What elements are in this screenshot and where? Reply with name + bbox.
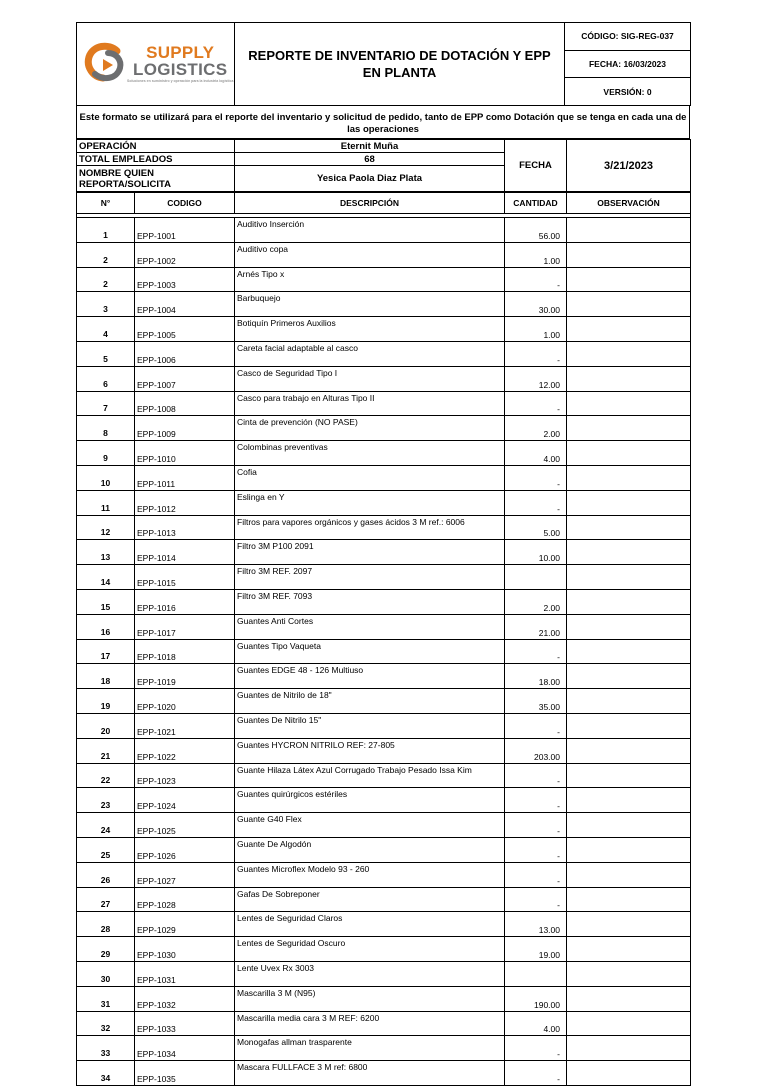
table-row — [77, 961, 691, 986]
row-quantity: 1.00 — [505, 242, 567, 267]
report-header — [76, 22, 691, 106]
row-number: 29 — [77, 937, 135, 962]
row-observation[interactable] — [567, 664, 691, 689]
row-code: EPP-1028 — [135, 887, 235, 912]
row-description: Casco de Seguridad Tipo I — [235, 366, 505, 391]
row-quantity — [505, 565, 567, 590]
row-code: EPP-1001 — [135, 218, 235, 243]
table-row — [77, 565, 691, 590]
row-observation[interactable] — [567, 540, 691, 565]
row-number: 22 — [77, 763, 135, 788]
row-code: EPP-1022 — [135, 738, 235, 763]
table-body — [77, 218, 691, 1086]
row-observation[interactable] — [567, 242, 691, 267]
document-date: FECHA: 16/03/2023 — [565, 50, 691, 78]
row-observation[interactable] — [567, 1011, 691, 1036]
row-description: Gafas De Sobreponer — [235, 887, 505, 912]
row-number: 3 — [77, 292, 135, 317]
row-quantity: 12.00 — [505, 366, 567, 391]
row-code: EPP-1016 — [135, 589, 235, 614]
row-observation[interactable] — [567, 416, 691, 441]
row-code: EPP-1014 — [135, 540, 235, 565]
fecha-value: 3/21/2023 — [567, 140, 691, 192]
logo-cell — [77, 23, 235, 106]
table-row — [77, 689, 691, 714]
row-quantity: 2.00 — [505, 589, 567, 614]
row-quantity: - — [505, 862, 567, 887]
row-observation[interactable] — [567, 341, 691, 366]
row-observation[interactable] — [567, 1061, 691, 1086]
row-number: 27 — [77, 887, 135, 912]
row-code: EPP-1026 — [135, 837, 235, 862]
row-quantity: 56.00 — [505, 218, 567, 243]
table-row — [77, 515, 691, 540]
row-number: 26 — [77, 862, 135, 887]
row-code: EPP-1012 — [135, 490, 235, 515]
row-code: EPP-1005 — [135, 317, 235, 342]
table-row — [77, 887, 691, 912]
row-number: 10 — [77, 465, 135, 490]
row-quantity: - — [505, 837, 567, 862]
row-description: Casco para trabajo en Alturas Tipo II — [235, 391, 505, 416]
row-code: EPP-1031 — [135, 961, 235, 986]
row-observation[interactable] — [567, 912, 691, 937]
operacion-value: Eternit Muña — [235, 140, 505, 153]
row-code: EPP-1021 — [135, 713, 235, 738]
row-quantity: 35.00 — [505, 689, 567, 714]
row-description: Guantes Anti Cortes — [235, 614, 505, 639]
row-quantity: 190.00 — [505, 986, 567, 1011]
logo-text-logistics: LOGISTICS — [133, 60, 228, 80]
col-header-codigo: CODIGO — [135, 193, 235, 214]
row-description: Guantes quirúrgicos estériles — [235, 788, 505, 813]
row-number: 14 — [77, 565, 135, 590]
row-quantity: 10.00 — [505, 540, 567, 565]
row-quantity: 2.00 — [505, 416, 567, 441]
table-row — [77, 341, 691, 366]
row-number: 34 — [77, 1061, 135, 1086]
row-quantity: - — [505, 639, 567, 664]
row-number: 24 — [77, 813, 135, 838]
row-observation[interactable] — [567, 391, 691, 416]
row-observation[interactable] — [567, 267, 691, 292]
row-observation[interactable] — [567, 441, 691, 466]
row-observation[interactable] — [567, 565, 691, 590]
table-row — [77, 218, 691, 243]
row-observation[interactable] — [567, 292, 691, 317]
row-number: 6 — [77, 366, 135, 391]
row-number: 4 — [77, 317, 135, 342]
row-description: Lente Uvex Rx 3003 — [235, 961, 505, 986]
logo-tagline: Soluciones en suministro y operación para la industria logística — [127, 79, 234, 84]
row-quantity: 19.00 — [505, 937, 567, 962]
inventory-report-sheet — [76, 22, 690, 1086]
row-number: 25 — [77, 837, 135, 862]
row-number: 11 — [77, 490, 135, 515]
table-row — [77, 416, 691, 441]
row-description: Monogafas allman trasparente — [235, 1036, 505, 1061]
row-description: Filtro 3M P100 2091 — [235, 540, 505, 565]
row-quantity: 30.00 — [505, 292, 567, 317]
row-description: Guantes De Nitrilo 15" — [235, 713, 505, 738]
report-title: REPORTE DE INVENTARIO DE DOTACIÓN Y EPP EN PLANTA — [235, 23, 565, 106]
row-observation[interactable] — [567, 713, 691, 738]
table-row — [77, 788, 691, 813]
row-description: Mascarilla media cara 3 M REF: 6200 — [235, 1011, 505, 1036]
operation-info — [76, 139, 691, 192]
row-description: Guantes EDGE 48 - 126 Multiuso — [235, 664, 505, 689]
row-description: Cinta de prevención (NO PASE) — [235, 416, 505, 441]
company-logo — [77, 41, 234, 87]
row-observation[interactable] — [567, 689, 691, 714]
row-description: Eslinga en Y — [235, 490, 505, 515]
row-number: 15 — [77, 589, 135, 614]
row-observation[interactable] — [567, 490, 691, 515]
row-number: 20 — [77, 713, 135, 738]
row-number: 23 — [77, 788, 135, 813]
row-description: Arnés Tipo x — [235, 267, 505, 292]
table-row — [77, 1036, 691, 1061]
row-code: EPP-1003 — [135, 267, 235, 292]
row-quantity: - — [505, 713, 567, 738]
row-description: Filtros para vapores orgánicos y gases ácidos 3 M ref.: 6006 — [235, 515, 505, 540]
row-quantity: 4.00 — [505, 441, 567, 466]
table-row — [77, 837, 691, 862]
row-quantity: 18.00 — [505, 664, 567, 689]
row-number: 2 — [77, 242, 135, 267]
empleados-label: TOTAL EMPLEADOS — [77, 153, 235, 166]
row-observation[interactable] — [567, 465, 691, 490]
row-number: 17 — [77, 639, 135, 664]
row-number: 8 — [77, 416, 135, 441]
table-header-row — [77, 193, 691, 214]
row-observation[interactable] — [567, 837, 691, 862]
col-header-cantidad: CANTIDAD — [505, 193, 567, 214]
row-number: 2 — [77, 267, 135, 292]
row-description: Cofia — [235, 465, 505, 490]
row-quantity: - — [505, 1036, 567, 1061]
row-description: Mascarilla 3 M (N95) — [235, 986, 505, 1011]
row-code: EPP-1035 — [135, 1061, 235, 1086]
row-code: EPP-1004 — [135, 292, 235, 317]
row-quantity: - — [505, 813, 567, 838]
row-number: 18 — [77, 664, 135, 689]
row-quantity: - — [505, 391, 567, 416]
table-row — [77, 490, 691, 515]
row-code: EPP-1018 — [135, 639, 235, 664]
table-row — [77, 465, 691, 490]
row-code: EPP-1032 — [135, 986, 235, 1011]
row-code: EPP-1019 — [135, 664, 235, 689]
row-description: Auditivo copa — [235, 242, 505, 267]
row-code: EPP-1013 — [135, 515, 235, 540]
table-row — [77, 242, 691, 267]
row-code: EPP-1002 — [135, 242, 235, 267]
table-row — [77, 1011, 691, 1036]
row-description: Mascara FULLFACE 3 M ref: 6800 — [235, 1061, 505, 1086]
row-observation[interactable] — [567, 218, 691, 243]
row-description: Guante De Algodón — [235, 837, 505, 862]
row-quantity: - — [505, 490, 567, 515]
row-number: 13 — [77, 540, 135, 565]
row-number: 7 — [77, 391, 135, 416]
row-observation[interactable] — [567, 937, 691, 962]
row-description: Colombinas preventivas — [235, 441, 505, 466]
table-row — [77, 1061, 691, 1086]
row-code: EPP-1027 — [135, 862, 235, 887]
table-row — [77, 614, 691, 639]
row-observation[interactable] — [567, 317, 691, 342]
table-row — [77, 862, 691, 887]
row-observation[interactable] — [567, 813, 691, 838]
row-description: Barbuquejo — [235, 292, 505, 317]
row-observation[interactable] — [567, 986, 691, 1011]
row-code: EPP-1015 — [135, 565, 235, 590]
row-observation[interactable] — [567, 763, 691, 788]
row-description: Lentes de Seguridad Claros — [235, 912, 505, 937]
row-description: Guantes de Nitrilo de 18" — [235, 689, 505, 714]
nombre-label: NOMBRE QUIEN REPORTA/SOLICITA — [77, 166, 235, 192]
row-code: EPP-1007 — [135, 366, 235, 391]
row-number: 9 — [77, 441, 135, 466]
row-description: Guantes Tipo Vaqueta — [235, 639, 505, 664]
row-number: 30 — [77, 961, 135, 986]
table-row — [77, 317, 691, 342]
table-row — [77, 589, 691, 614]
row-code: EPP-1020 — [135, 689, 235, 714]
row-number: 21 — [77, 738, 135, 763]
inventory-table — [76, 192, 691, 1086]
row-quantity: - — [505, 267, 567, 292]
row-quantity: - — [505, 465, 567, 490]
table-row — [77, 540, 691, 565]
row-number: 12 — [77, 515, 135, 540]
row-observation[interactable] — [567, 639, 691, 664]
logo-swirl-icon — [83, 41, 125, 87]
table-row — [77, 738, 691, 763]
row-number: 28 — [77, 912, 135, 937]
fecha-label: FECHA — [505, 140, 567, 192]
row-number: 33 — [77, 1036, 135, 1061]
row-quantity: 13.00 — [505, 912, 567, 937]
table-row — [77, 763, 691, 788]
logo-text-supply: SUPPLY — [146, 43, 215, 63]
row-code: EPP-1030 — [135, 937, 235, 962]
col-header-num: N° — [77, 193, 135, 214]
row-observation[interactable] — [567, 961, 691, 986]
table-row — [77, 986, 691, 1011]
row-observation[interactable] — [567, 862, 691, 887]
row-quantity: 1.00 — [505, 317, 567, 342]
row-description: Filtro 3M REF. 2097 — [235, 565, 505, 590]
row-code: EPP-1006 — [135, 341, 235, 366]
table-row — [77, 639, 691, 664]
row-number: 31 — [77, 986, 135, 1011]
row-description: Guantes Microflex Modelo 93 - 260 — [235, 862, 505, 887]
row-code: EPP-1024 — [135, 788, 235, 813]
row-quantity: - — [505, 341, 567, 366]
row-code: EPP-1010 — [135, 441, 235, 466]
table-row — [77, 366, 691, 391]
table-row — [77, 267, 691, 292]
row-quantity: - — [505, 788, 567, 813]
row-description: Botiquín Primeros Auxilios — [235, 317, 505, 342]
row-description: Filtro 3M REF. 7093 — [235, 589, 505, 614]
table-row — [77, 292, 691, 317]
row-code: EPP-1023 — [135, 763, 235, 788]
row-description: Guante G40 Flex — [235, 813, 505, 838]
row-description: Lentes de Seguridad Oscuro — [235, 937, 505, 962]
row-quantity — [505, 961, 567, 986]
table-row — [77, 713, 691, 738]
row-quantity: 21.00 — [505, 614, 567, 639]
row-number: 1 — [77, 218, 135, 243]
row-code: EPP-1009 — [135, 416, 235, 441]
operacion-label: OPERACIÓN — [77, 140, 235, 153]
row-observation[interactable] — [567, 788, 691, 813]
row-number: 5 — [77, 341, 135, 366]
row-observation[interactable] — [567, 366, 691, 391]
row-code: EPP-1008 — [135, 391, 235, 416]
row-observation[interactable] — [567, 515, 691, 540]
row-number: 19 — [77, 689, 135, 714]
row-quantity: - — [505, 887, 567, 912]
document-version: VERSIÓN: 0 — [565, 78, 691, 106]
row-number: 32 — [77, 1011, 135, 1036]
row-number: 16 — [77, 614, 135, 639]
row-quantity: - — [505, 1061, 567, 1086]
row-quantity: - — [505, 763, 567, 788]
table-row — [77, 813, 691, 838]
row-quantity: 4.00 — [505, 1011, 567, 1036]
row-description: Guante Hilaza Látex Azul Corrugado Trabajo Pesado Issa Kim — [235, 763, 505, 788]
col-header-observacion: OBSERVACIÓN — [567, 193, 691, 214]
table-row — [77, 664, 691, 689]
row-description: Careta facial adaptable al casco — [235, 341, 505, 366]
row-quantity: 5.00 — [505, 515, 567, 540]
row-observation[interactable] — [567, 589, 691, 614]
row-description: Guantes HYCRON NITRILO REF: 27-805 — [235, 738, 505, 763]
table-row — [77, 937, 691, 962]
row-code: EPP-1034 — [135, 1036, 235, 1061]
col-header-descripcion: DESCRIPCIÓN — [235, 193, 505, 214]
row-code: EPP-1011 — [135, 465, 235, 490]
row-code: EPP-1025 — [135, 813, 235, 838]
row-code: EPP-1029 — [135, 912, 235, 937]
intro-text: Este formato se utilizará para el reporte del inventario y solicitud de pedido, tanto de EPP como Dotación que se tenga en cada una de las operaciones — [76, 106, 690, 139]
row-observation[interactable] — [567, 1036, 691, 1061]
row-observation[interactable] — [567, 614, 691, 639]
row-code: EPP-1033 — [135, 1011, 235, 1036]
empleados-value: 68 — [235, 153, 505, 166]
table-row — [77, 441, 691, 466]
table-row — [77, 912, 691, 937]
table-row — [77, 391, 691, 416]
document-code: CÓDIGO: SIG-REG-037 — [565, 23, 691, 51]
row-quantity: 203.00 — [505, 738, 567, 763]
nombre-value: Yesica Paola Diaz Plata — [235, 166, 505, 192]
row-observation[interactable] — [567, 887, 691, 912]
row-observation[interactable] — [567, 738, 691, 763]
row-code: EPP-1017 — [135, 614, 235, 639]
row-description: Auditivo Inserción — [235, 218, 505, 243]
